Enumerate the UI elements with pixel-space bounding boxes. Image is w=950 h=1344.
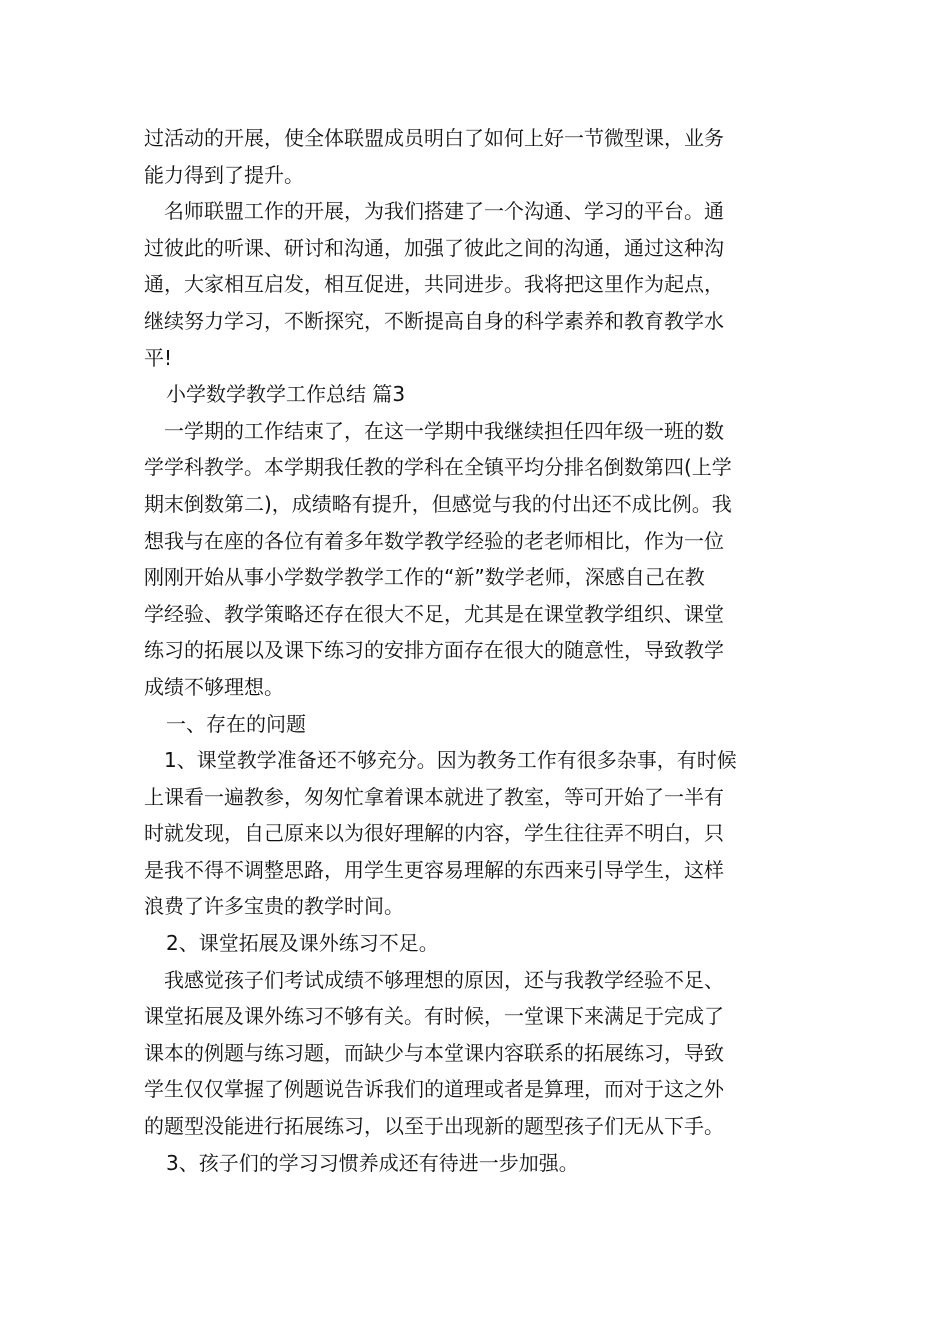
text-line: 时就发现，自己原来以为很好理解的内容，学生往往弄不明白，只: [144, 821, 724, 846]
paragraph-semester-review: [144, 413, 808, 706]
text-line: 过彼此的听课、研讨和沟通，加强了彼此之间的沟通，通过这种沟: [144, 235, 724, 260]
text-line: 课堂拓展及课外练习不够有关。有时候，一堂课下来满足于完成了: [144, 1004, 724, 1029]
text-line: 上课看一遍教参，匆匆忙拿着课本就进了教室，等可开始了一半有: [144, 784, 724, 809]
text-line: 过活动的开展，使全体联盟成员明白了如何上好一节微型课，业务: [144, 126, 724, 150]
text-line: 刚刚开始从事小学数学教学工作的“新”数学老师，深感自己在教: [144, 565, 705, 590]
paragraph-practice-analysis: [144, 962, 808, 1145]
text-line: 名师联盟工作的开展，为我们搭建了一个沟通、学习的平台。通: [164, 199, 724, 224]
text-line: 能力得到了提升。: [144, 162, 304, 187]
text-line: 期末倒数第二)，成绩略有提升，但感觉与我的付出还不成比例。我: [144, 491, 732, 516]
text-line: 一学期的工作结束了，在这一学期中我继续担任四年级一班的数: [164, 418, 724, 443]
text-line: 想我与在座的各位有着多年数学教学经验的老老师相比，作为一位: [144, 528, 724, 553]
text-line: 通，大家相互启发，相互促进，共同进步。我将把这里作为起点，: [144, 272, 724, 297]
text-line: 浪费了许多宝贵的教学时间。: [144, 894, 404, 919]
text-line: 平!: [144, 345, 173, 370]
text-line: 成绩不够理想。: [144, 674, 284, 699]
list-item-1: [144, 742, 808, 925]
text-line: 学生仅仅掌握了例题说告诉我们的道理或者是算理，而对于这之外: [144, 1077, 724, 1102]
text-line: 我感觉孩子们考试成绩不够理想的原因，还与我教学经验不足、: [164, 967, 724, 992]
document-body: [144, 120, 808, 1181]
text-line: 继续努力学习，不断探究，不断提高自身的科学素养和教育教学水: [144, 308, 724, 333]
text-line: 是我不得不调整思路，用学生更容易理解的东西来引导学生，这样: [144, 857, 724, 882]
subheading-problems: [144, 706, 808, 743]
text-line: 3、孩子们的学习习惯养成还有待进一步加强。: [166, 1150, 579, 1175]
text-line: 学学科教学。本学期我任教的学科在全镇平均分排名倒数第四(上学: [144, 455, 732, 480]
section-title-text: 小学数学教学工作总结 篇3: [166, 382, 406, 407]
list-item-3: [144, 1145, 808, 1182]
text-line: 2、课堂拓展及课外练习不足。: [166, 931, 439, 956]
paragraph-continuation: [144, 120, 808, 193]
paragraph-alliance-summary: [144, 193, 808, 376]
text-line: 的题型没能进行拓展练习，以至于出现新的题型孩子们无从下手。: [144, 1114, 724, 1139]
subheading-text: 一、存在的问题: [166, 711, 306, 736]
text-line: 练习的拓展以及课下练习的安排方面存在很大的随意性，导致教学: [144, 638, 724, 663]
text-line: 课本的例题与练习题，而缺少与本堂课内容联系的拓展练习，导致: [144, 1040, 724, 1065]
section-title: [144, 376, 808, 413]
text-line: 学经验、教学策略还存在很大不足，尤其是在课堂教学组织、课堂: [144, 601, 724, 626]
list-item-2: [144, 925, 808, 962]
text-line: 1、课堂教学准备还不够充分。因为教务工作有很多杂事，有时候: [164, 748, 737, 773]
